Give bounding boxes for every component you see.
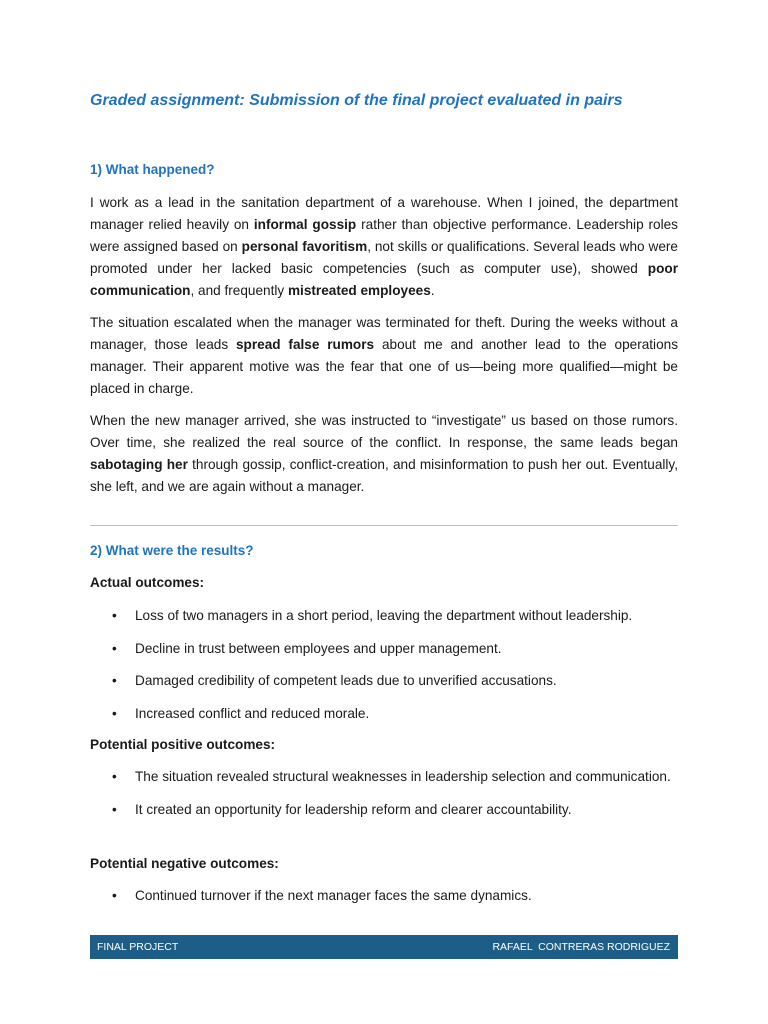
section-2-heading: 2) What were the results? (90, 543, 254, 558)
section-1-paragraph-2 (90, 312, 678, 400)
section-1-paragraph-3 (90, 410, 678, 498)
text-run: about me and another lead to the operations manager. Their apparent motive was the fear that one of us—being more qualified—might be placed in charge. (90, 337, 678, 396)
actual-outcomes-label: Actual outcomes: (90, 575, 205, 590)
section-divider (90, 525, 678, 526)
bold-text: mistreated employees (287, 283, 431, 298)
list-item-text: Damaged credibility of competent leads due to unverified accusations. (135, 673, 557, 688)
list-item-text: Loss of two managers in a short period, leaving the department without leadership. (135, 608, 633, 623)
bold-text: spread false rumors (235, 337, 375, 352)
text-run: I work as a lead in the sanitation department of a warehouse. When I joined, the department manager relied heavily on (90, 195, 678, 232)
bold-text: informal gossip (253, 217, 357, 232)
list-item-text: Decline in trust between employees and upper management. (135, 640, 502, 656)
list-item (90, 638, 678, 661)
bullet-icon: • (112, 608, 117, 623)
list-item-text: Continued turnover if the next manager faces the same dynamics. (135, 888, 532, 903)
text-run: , and frequently (190, 283, 288, 298)
document-title: Graded assignment: Submission of the final project evaluated in pairs (90, 92, 623, 109)
bullet-icon: • (112, 888, 117, 903)
list-item (90, 605, 678, 628)
text-run: When the new manager arrived, she was instructed to “investigate” us based on those rumors. Over time, she realized the real source of the conflict. In response, the same leads began (90, 413, 678, 450)
bullet-icon: • (112, 640, 117, 656)
text-run: . (430, 283, 435, 298)
negative-outcomes-list (90, 885, 678, 908)
text-run: The situation escalated when the manager was terminated for theft. During the weeks without a manager, those leads (90, 315, 678, 352)
negative-outcomes-label: Potential negative outcomes: (90, 856, 279, 871)
list-item-text: Increased conflict and reduced morale. (135, 705, 370, 721)
actual-outcomes-list (90, 605, 678, 725)
text-run: rather than objective performance. Leadership roles were assigned based on (90, 217, 678, 254)
page-footer (90, 935, 678, 959)
footer-right-text: RAFAEL CONTRERAS RODRIGUEZ (492, 941, 670, 953)
text-run: through gossip, conflict-creation, and misinformation to push her out. Eventually, she left, and we are again without a manager. (90, 457, 678, 494)
bullet-icon: • (112, 801, 117, 817)
list-item (90, 766, 678, 789)
list-item (90, 799, 678, 822)
bold-text: sabotaging her (90, 457, 188, 472)
list-item-text: The situation revealed structural weaknesses in leadership selection and communication. (135, 769, 671, 784)
positive-outcomes-list (90, 766, 678, 821)
bullet-icon: • (112, 705, 117, 721)
list-item-text: It created an opportunity for leadership reform and clearer accountability. (135, 801, 572, 817)
list-item (90, 885, 678, 908)
bold-text: poor communication (90, 261, 678, 298)
bullet-icon: • (112, 673, 117, 688)
positive-outcomes-label: Potential positive outcomes: (90, 737, 276, 752)
list-item (90, 703, 678, 726)
bullet-icon: • (112, 769, 117, 784)
text-run: , not skills or qualifications. Several leads who were promoted under her lacked basic competencies (such as computer use), showed (90, 239, 678, 276)
section-1-paragraph-1 (90, 192, 678, 302)
bold-text: personal favoritism (241, 239, 368, 254)
footer-left-text: FINAL PROJECT (97, 941, 179, 953)
list-item (90, 670, 678, 693)
section-1-heading: 1) What happened? (90, 162, 215, 177)
